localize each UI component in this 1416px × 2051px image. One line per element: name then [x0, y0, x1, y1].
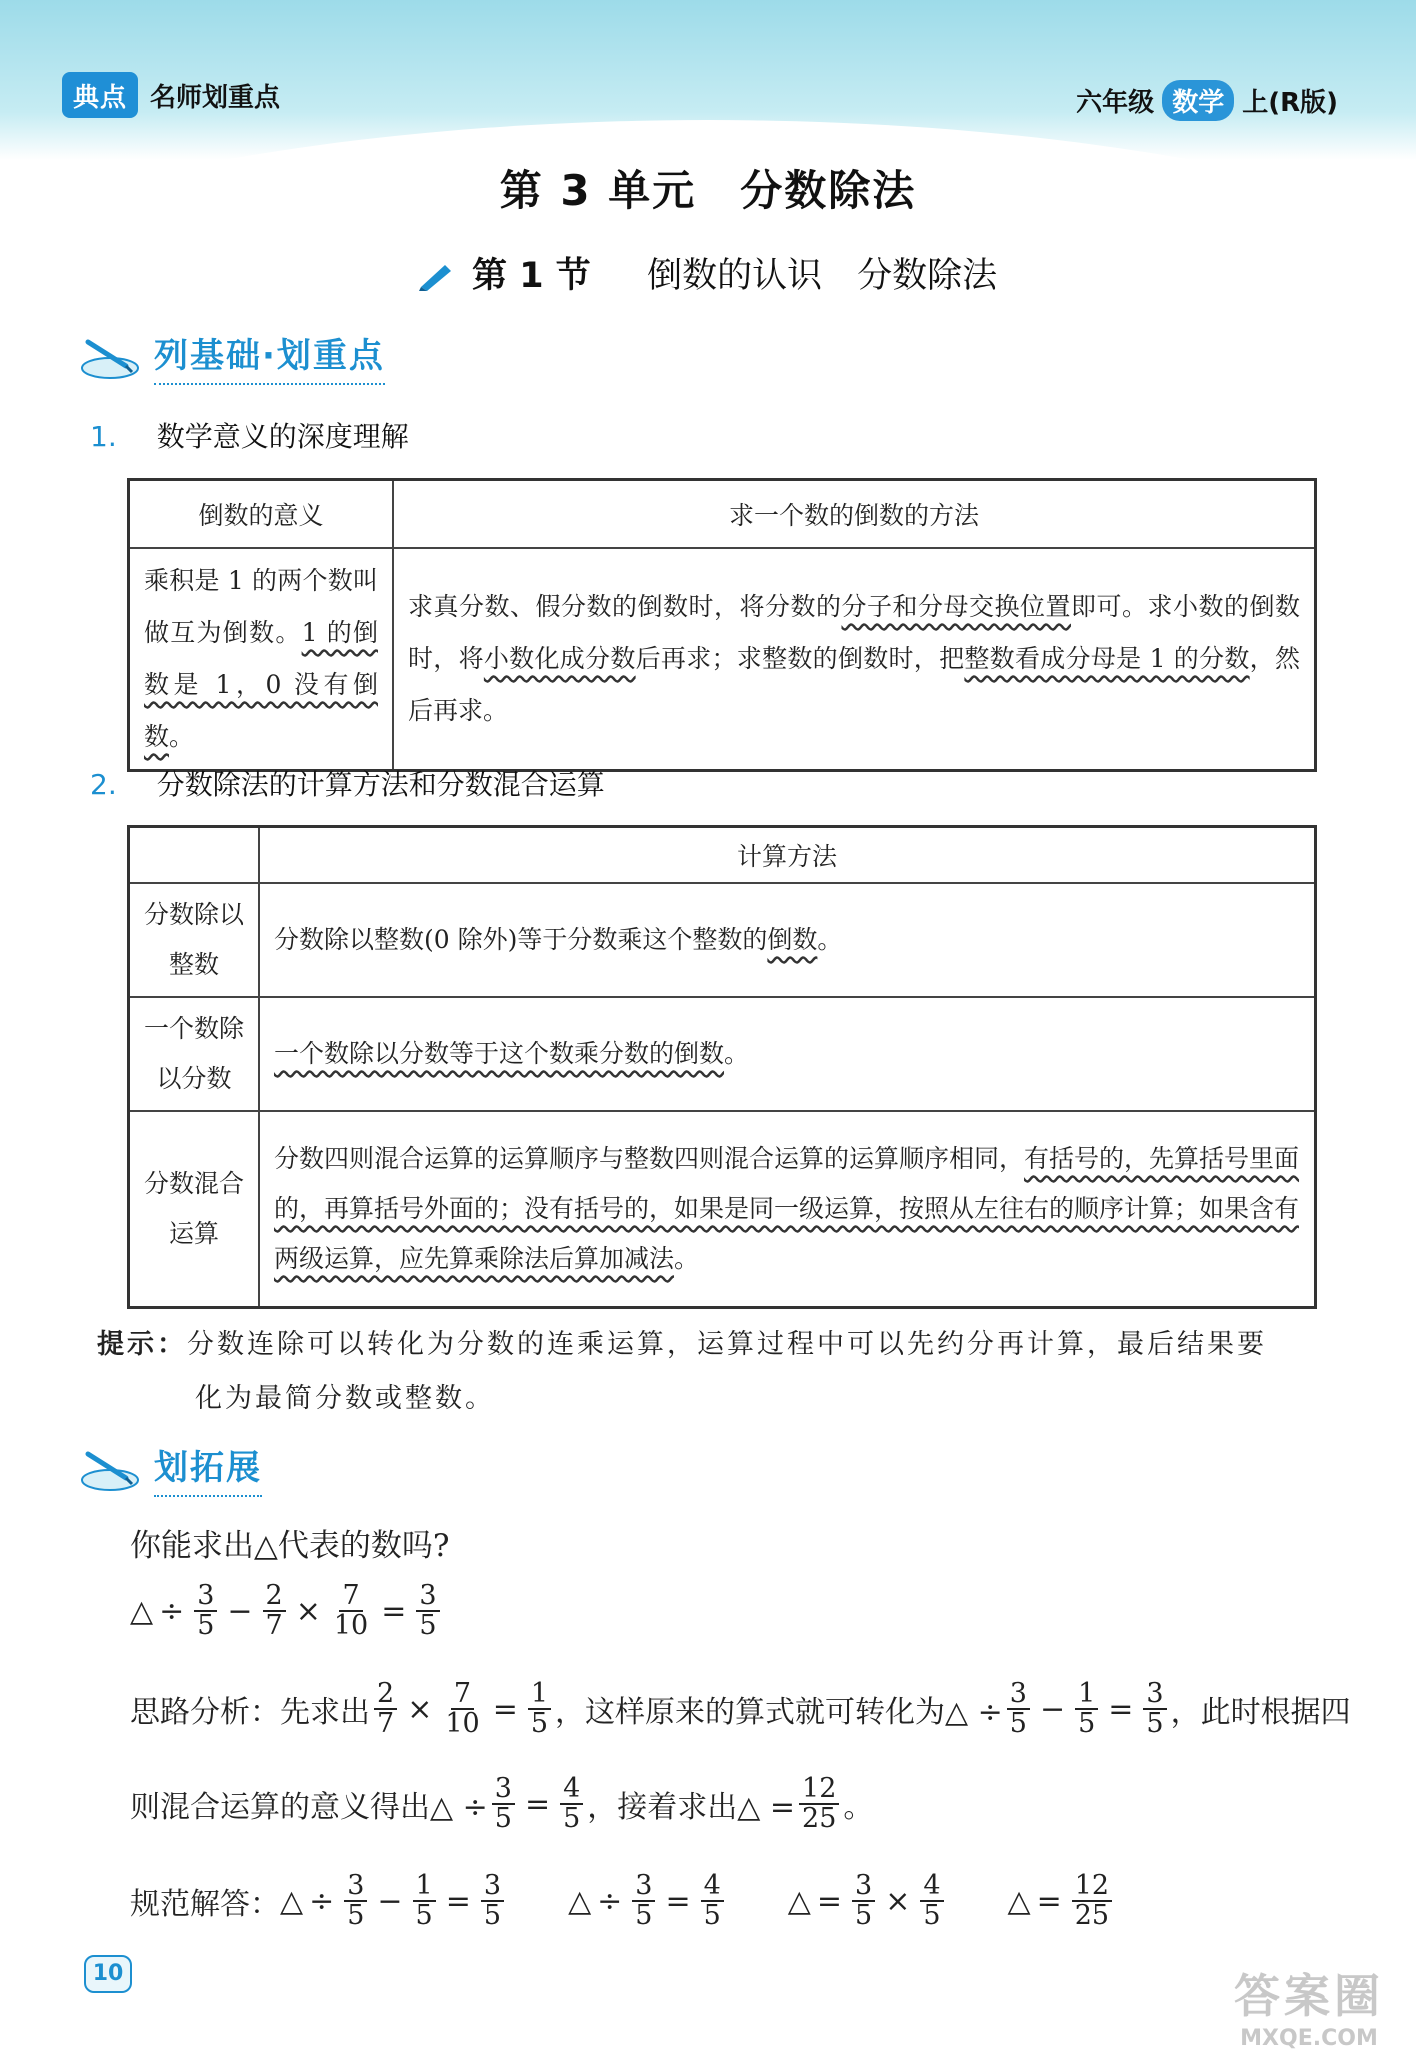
operator: =: [1036, 1883, 1062, 1919]
method-emphasis: 倒数: [767, 925, 818, 954]
answer-step-1: [280, 1872, 508, 1931]
triangle-symbol: △: [130, 1593, 154, 1629]
triangle-symbol: △: [568, 1883, 592, 1919]
edition-label: 上(R版): [1242, 88, 1338, 118]
meaning-end: 。: [169, 722, 195, 751]
meaning-text: 乘积是 1 的两个数叫做互为倒数。: [144, 566, 378, 647]
answer-step-2: [568, 1872, 728, 1931]
analysis-text: 则混合运算的意义得出△ ÷: [130, 1790, 488, 1826]
fraction: $\frac{3}{5}$: [1143, 1680, 1166, 1739]
row-method-cell: [259, 883, 1316, 997]
operator: ÷: [309, 1883, 335, 1919]
analysis-text: ，接着求出△ =: [587, 1790, 796, 1826]
table-header-cell: 倒数的意义: [129, 480, 394, 549]
fraction: $\frac{4}{5}$: [701, 1872, 724, 1931]
question-1-heading: [90, 415, 409, 455]
watermark-url: MXQE.COM: [1240, 2026, 1378, 2051]
fraction: $\frac{1}{5}$: [413, 1872, 436, 1931]
operator: =: [665, 1883, 691, 1919]
fraction: $\frac{3}{5}$: [344, 1872, 367, 1931]
operator: ÷: [597, 1883, 623, 1919]
meaning-emphasis: 1 的倒数是 1，0 没有倒数: [144, 618, 378, 751]
tip-line-2: 化为最简分数或整数。: [195, 1383, 495, 1414]
banner-basics: [78, 328, 385, 385]
row-name-cell: 分数除以整数: [129, 883, 260, 997]
analysis-text: 先求出: [280, 1695, 370, 1731]
table-row: [129, 480, 1316, 549]
operator: =: [816, 1883, 843, 1919]
banner-extend: [78, 1440, 262, 1497]
method-emphasis: 小数化成分数: [483, 644, 636, 673]
fraction: $\frac{3}{5}$: [632, 1872, 655, 1931]
question-1-text: 数学意义的深度理解: [156, 420, 409, 453]
fraction: $\frac{12}{25}$: [799, 1775, 839, 1834]
reciprocal-table: [127, 478, 1317, 772]
reciprocal-method-cell: [393, 548, 1316, 771]
question-2-heading: [90, 763, 605, 803]
operator: ×: [885, 1883, 911, 1919]
brand-logo: [62, 72, 280, 118]
operator: =: [445, 1883, 471, 1919]
fraction: $\frac{4}{5}$: [920, 1872, 943, 1931]
method-emphasis: 整数看成分母是 1 的分数: [964, 644, 1250, 673]
fraction: $\frac{3}{5}$: [416, 1582, 439, 1641]
fraction: $\frac{3}{5}$: [481, 1872, 504, 1931]
triangle-symbol: △: [787, 1883, 811, 1919]
division-table: [127, 825, 1317, 1309]
method-text: 。: [817, 925, 843, 954]
fraction: $\frac{4}{5}$: [560, 1775, 583, 1834]
operator: =: [1108, 1691, 1134, 1727]
table-header-cell: 求一个数的倒数的方法: [393, 480, 1316, 549]
method-text: 分数除以整数(0 除外)等于分数乘这个整数的: [274, 925, 768, 954]
fraction: $\frac{3}{5}$: [194, 1582, 217, 1641]
header-curve: [0, 120, 1416, 160]
method-text: 。: [674, 1243, 700, 1273]
page-header: [0, 0, 1416, 160]
fraction: $\frac{2}{7}$: [263, 1582, 286, 1641]
operator: =: [492, 1691, 518, 1727]
table-row: [129, 883, 1316, 997]
table-row: [129, 827, 1316, 884]
fraction: $\frac{3}{5}$: [852, 1872, 875, 1931]
answer-step-3: [788, 1872, 948, 1931]
fraction: $\frac{12}{25}$: [1072, 1872, 1112, 1931]
pen-sketch-icon: [78, 1444, 148, 1494]
table-row: [129, 1111, 1316, 1307]
operator: =: [381, 1593, 407, 1629]
table-header-empty: [129, 827, 260, 884]
table-row: [129, 548, 1316, 771]
method-text: 求真分数、假分数的倒数时，将分数的: [408, 592, 842, 621]
operator: ×: [295, 1593, 321, 1629]
problem-question: 你能求出△代表的数吗?: [130, 1528, 450, 1564]
operator: ÷: [159, 1593, 185, 1629]
fraction: $\frac{1}{5}$: [528, 1680, 551, 1739]
banner-basics-label: 列基础·划重点: [154, 328, 385, 385]
banner-extend-label: 划拓展: [154, 1440, 262, 1497]
operator: ×: [407, 1691, 433, 1727]
analysis-line-2: [130, 1775, 873, 1834]
method-text: 。: [724, 1039, 750, 1068]
logo-mark: 典点: [62, 72, 138, 118]
analysis-text: ，此时根据四: [1170, 1695, 1351, 1731]
method-text: 分数四则混合运算的运算顺序与整数四则混合运算的运算顺序相同，: [274, 1143, 1025, 1173]
watermark-logo: 答案圈: [1234, 1969, 1384, 2023]
analysis-line-1: [130, 1680, 1351, 1739]
row-method-cell: [259, 1111, 1316, 1307]
fraction: $\frac{3}{5}$: [1007, 1680, 1030, 1739]
fraction: $\frac{7}{10}$: [445, 1678, 480, 1740]
operator: =: [524, 1786, 551, 1822]
table-header-cell: 计算方法: [259, 827, 1316, 884]
subject-badge: 数学: [1162, 80, 1234, 121]
fraction: $\frac{3}{5}$: [492, 1775, 515, 1834]
analysis-text: 。: [843, 1790, 874, 1826]
watermark: [1234, 1960, 1384, 2051]
section-name: 倒数的认识 分数除法: [647, 256, 998, 296]
method-emphasis: 一个数除以分数等于这个数乘分数的倒数: [274, 1039, 725, 1068]
method-emphasis: 分子和分母交换位置: [841, 592, 1071, 621]
method-text: ，然后再求。: [408, 644, 1300, 725]
grade-label: [1076, 80, 1338, 121]
pen-sketch-icon: [78, 332, 148, 382]
analysis-text: ，这样原来的算式就可转化为△ ÷: [555, 1695, 1003, 1731]
logo-text: 名师划重点: [150, 82, 281, 113]
method-text: 即可。求小数的倒数时，将: [408, 592, 1300, 673]
fraction: $\frac{1}{5}$: [1075, 1680, 1098, 1739]
fraction: $\frac{7}{10}$: [333, 1580, 369, 1642]
section-number: 第 1 节: [472, 256, 591, 296]
problem-equation: [130, 1582, 444, 1641]
analysis-label: 思路分析：: [130, 1695, 280, 1731]
page-number: 10: [84, 1955, 132, 1993]
triangle-symbol: △: [280, 1883, 304, 1919]
operator: −: [1039, 1691, 1066, 1727]
reciprocal-meaning-cell: [129, 548, 394, 771]
triangle-symbol: △: [1007, 1883, 1031, 1919]
operator: −: [227, 1593, 253, 1629]
tip-note: [97, 1318, 1357, 1426]
grade-prefix: 六年级: [1076, 88, 1155, 118]
tip-line-1: 分数连除可以转化为分数的连乘运算，运算过程中可以先约分再计算，最后结果要: [187, 1329, 1267, 1360]
row-name-cell: 一个数除以分数: [129, 997, 260, 1111]
operator: −: [377, 1883, 403, 1919]
row-method-cell: [259, 997, 1316, 1111]
method-text: 后再求；求整数的倒数时，把: [635, 644, 965, 673]
method-emphasis: 有括号的，先算括号里面的，再算括号外面的；没有括号的，如果是同一级运算，按照从左往右的顺序计算；如果含有两级运算，应先算乘除法后算加减法: [274, 1143, 1300, 1273]
fraction: $\frac{2}{7}$: [374, 1680, 397, 1739]
standard-answer: [130, 1872, 1116, 1931]
section-title: [0, 248, 1416, 298]
table-row: [129, 997, 1316, 1111]
pencil-icon: [419, 261, 453, 291]
answer-label: 规范解答：: [130, 1887, 280, 1923]
answer-step-4: [1008, 1872, 1117, 1931]
question-2-number: 2.: [90, 768, 117, 801]
row-name-cell: 分数混合运算: [129, 1111, 260, 1307]
question-1-number: 1.: [90, 420, 117, 453]
question-2-text: 分数除法的计算方法和分数混合运算: [156, 768, 605, 801]
unit-title: 第 3 单元 分数除法: [499, 166, 917, 215]
tip-label: 提示：: [97, 1329, 187, 1360]
